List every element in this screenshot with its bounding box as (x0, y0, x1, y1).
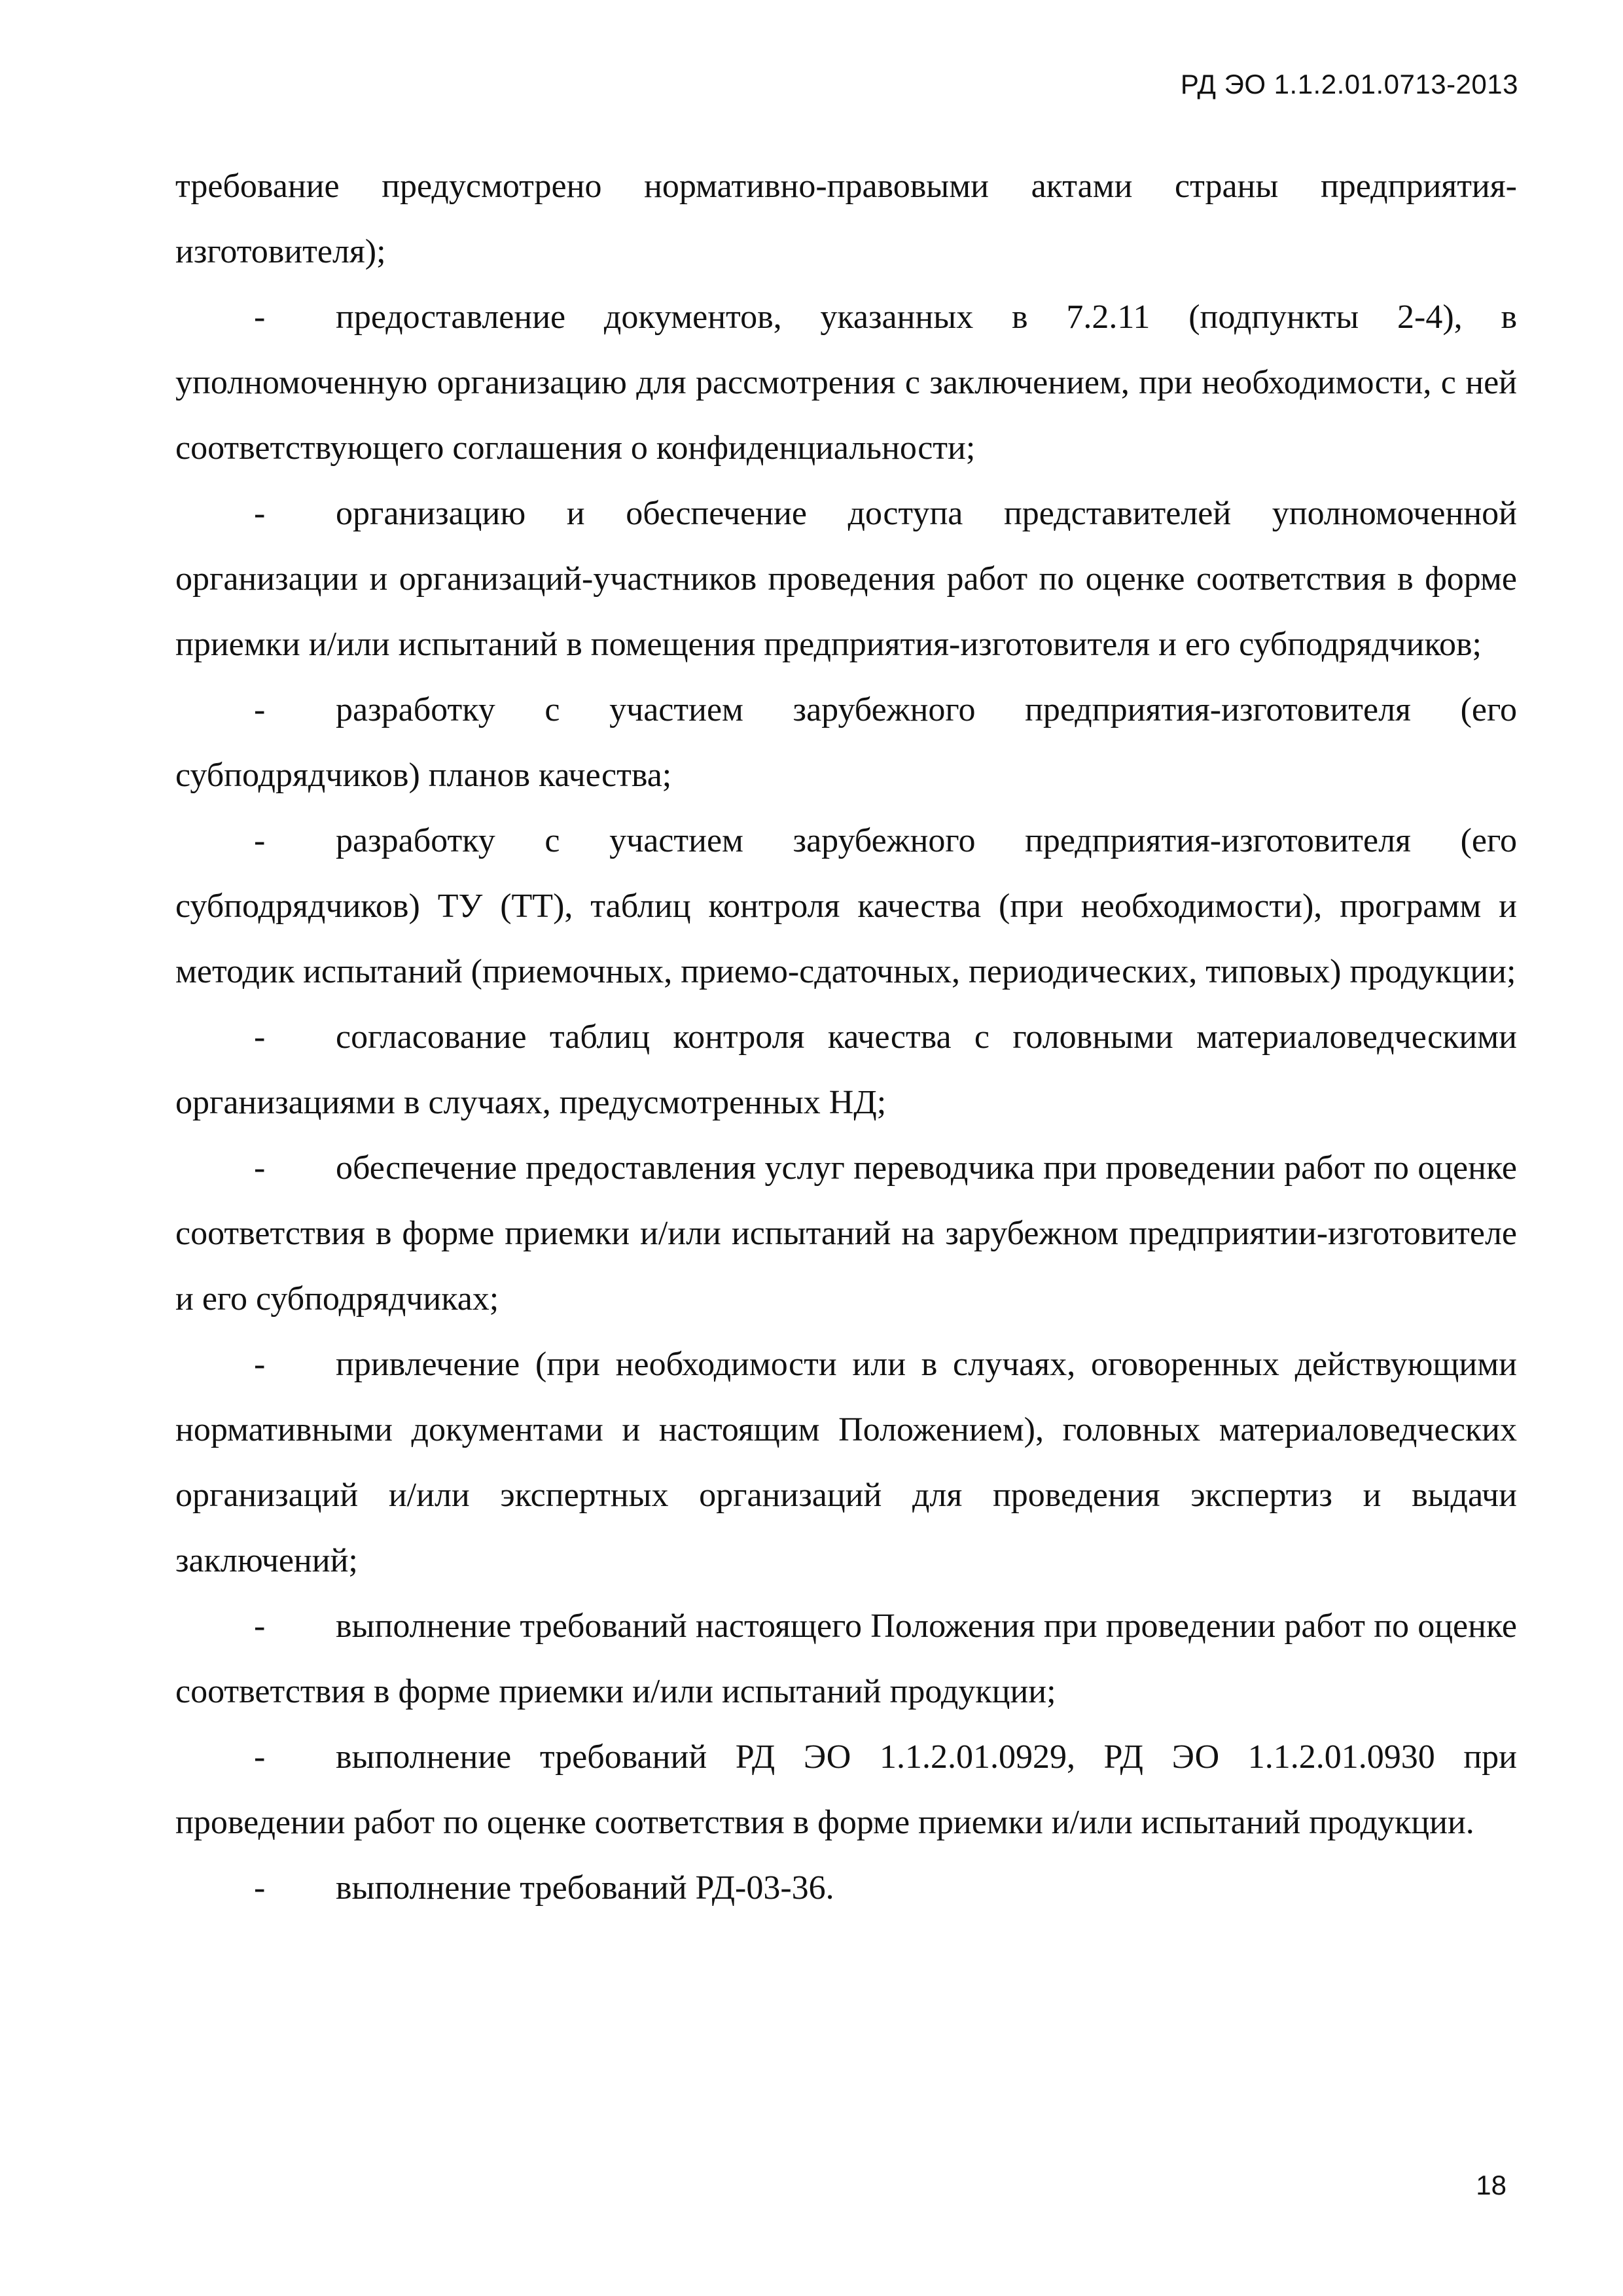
list-item-expert-involvement: - привлечение (при необходимости или в случаях, оговоренных действующими нормативными документами и настоящим Положением), головных материаловедческих организаций и/или экспертных организаций для проведения экспертиз и выдачи заключений; (175, 1332, 1517, 1594)
document-body (175, 154, 1517, 1921)
list-item-rd-03-36: - выполнение требований РД-03-36. (175, 1856, 1517, 1921)
page-number: 18 (1476, 2170, 1507, 2200)
paragraph-continuation: требование предусмотрено нормативно-правовыми актами страны предприятия-изготовителя); (175, 168, 1517, 270)
list-item-coordination: - согласование таблиц контроля качества с головными материаловедческими организациями в случаях, предусмотренных НД; (175, 1005, 1517, 1136)
list-item-regulation-compliance: - выполнение требований настоящего Положения при проведении работ по оценке соответствия в форме приемки и/или испытаний продукции; (175, 1594, 1517, 1725)
list-item-rd-eo-compliance: - выполнение требований РД ЭО 1.1.2.01.0929, РД ЭО 1.1.2.01.0930 при проведении работ по оценке соответствия в форме приемки и/или испытаний продукции. (175, 1725, 1517, 1856)
list-item-translator: - обеспечение предоставления услуг переводчика при проведении работ по оценке соответствия в форме приемки и/или испытаний на зарубежном предприятии-изготовителе и его субподрядчиках; (175, 1136, 1517, 1332)
list-item-documents: - предоставление документов, указанных в 7.2.11 (подпункты 2-4), в уполномоченную организацию для рассмотрения с заключением, при необходимости, с ней соответствующего соглашения о конфиденциальности; (175, 285, 1517, 481)
document-code: РД ЭО 1.1.2.01.0713-2013 (1180, 69, 1518, 99)
list-item-specifications: - разработку с участием зарубежного предприятия-изготовителя (его субподрядчиков) ТУ (ТТ), таблиц контроля качества (при необходимости), программ и методик испытаний (приемочных, приемо-сдаточных, периодических, типовых) продукции; (175, 808, 1517, 1005)
list-item-quality-plans: - разработку с участием зарубежного предприятия-изготовителя (его субподрядчиков) планов качества; (175, 677, 1517, 808)
list-item-access: - организацию и обеспечение доступа представителей уполномоченной организации и организаций-участников проведения работ по оценке соответствия в форме приемки и/или испытаний в помещения предприятия-изготовителя и его субподрядчиков; (175, 481, 1517, 677)
